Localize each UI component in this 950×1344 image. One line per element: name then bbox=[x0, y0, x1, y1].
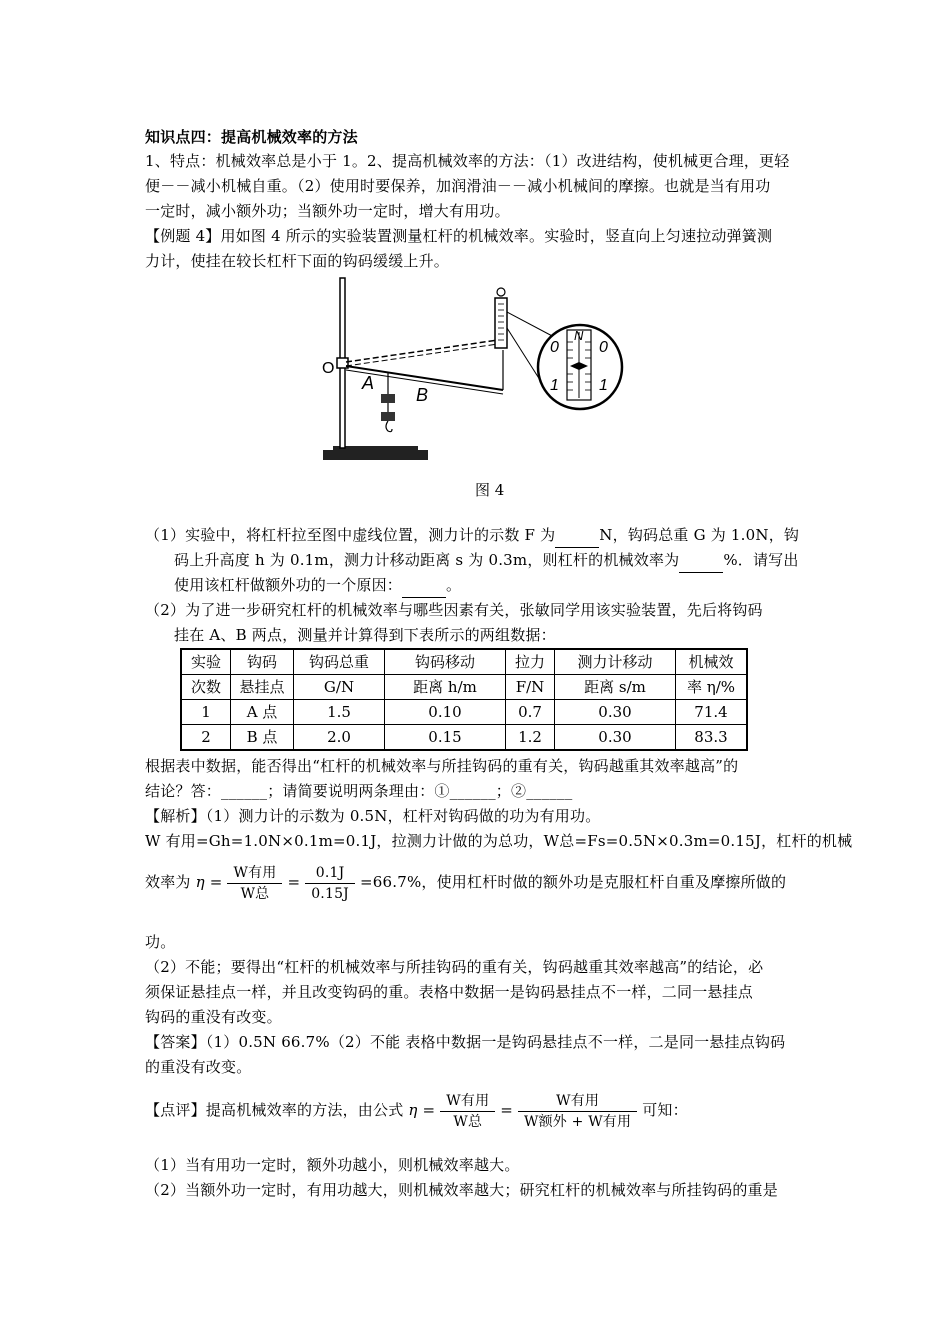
after-table-line-1: 根据表中数据，能否得出“杠杆的机械效率与所挂钩码的重有关，钩码越重其效率越高”的 bbox=[145, 757, 739, 775]
stand-base bbox=[323, 450, 428, 460]
analysis-line-5: （2）不能；要得出“杠杆的机械效率与所挂钩码的重有关，钩码越重其效率越高”的结论，必 bbox=[145, 958, 764, 976]
q1-line-2: 码上升高度 h 为 0.1m，测力计移动距离 s 为 0.3m，则杠杆的机械效率为 %．请写出 bbox=[174, 548, 799, 573]
weight-1 bbox=[381, 394, 395, 403]
label-b: B bbox=[416, 385, 429, 405]
analysis-line-4: 功。 bbox=[145, 933, 176, 951]
intro-line-3: 一定时，减小额外功；当额外功一定时，增大有用功。 bbox=[145, 202, 510, 220]
weight-2 bbox=[381, 412, 395, 421]
dial-unit-label: N bbox=[574, 328, 584, 343]
efficiency-expanded-formula: $\frac{\text{W有用}}{\text{W额外 + W有用}}$ bbox=[518, 1091, 637, 1132]
lever-dashed bbox=[346, 340, 498, 362]
comment-line-1: 【点评】提高机械效率的方法，由公式 η = $\frac{\text{W有用}}{\text{W总}}$ = $\frac{\text{W有用}}{\text{W额外 + W有用}}$ 可知： bbox=[145, 1092, 688, 1130]
answer-line-1: 【答案】（1）0.5N 66.7%（2）不能 表格中数据一是钩码悬挂点不一样，二是同一悬挂点钩码 bbox=[145, 1033, 786, 1051]
example-line-2: 力计，使挂在较长杠杆下面的钩码缓缓上升。 bbox=[145, 252, 450, 270]
analysis-line-7: 钩码的重没有改变。 bbox=[145, 1008, 282, 1026]
blank-efficiency[interactable] bbox=[679, 548, 723, 573]
eta-symbol: η = bbox=[195, 873, 223, 891]
blank-f[interactable] bbox=[555, 523, 599, 548]
analysis-line-6: 须保证悬挂点一样，并且改变钩码的重。表格中数据一是钩码悬挂点不一样，二同一悬挂点 bbox=[145, 983, 754, 1001]
analysis-line-3: 效率为 η = $\frac{\text{W有用}}{\text{W总}}$ = $\frac{0.1J}{0.15J}$ =66.7%，使用杠杆时做的额外功是克服杠杆自重及摩擦所做的 bbox=[145, 864, 787, 902]
label-o: O bbox=[322, 360, 335, 377]
efficiency-formula: $\frac{\text{W有用}}{\text{W总}}$ bbox=[440, 1091, 495, 1132]
magnifier-leader-bottom bbox=[507, 328, 540, 380]
dial-zero-right: 0 bbox=[599, 339, 608, 356]
after-table-line-2: 结论？答：______；请简要说明两条理由：①______；②______ bbox=[145, 782, 573, 800]
magnifier-leader-top bbox=[507, 312, 556, 338]
efficiency-values: $\frac{0.1J}{0.15J}$ bbox=[305, 863, 355, 904]
dial-zero-left: 0 bbox=[550, 339, 559, 356]
label-a: A bbox=[362, 373, 375, 393]
answer-line-2: 的重没有改变。 bbox=[145, 1058, 252, 1076]
q1-line-1: （1）实验中，将杠杆拉至图中虚线位置，测力计的示数 F 为 N，钩码总重 G 为 1.0N，钩 bbox=[145, 523, 799, 548]
lever-apparatus-figure bbox=[318, 270, 638, 470]
q2-line-1: （2）为了进一步研究杠杆的机械效率与哪些因素有关，张敏同学用该实验装置，先后将钩码 bbox=[145, 601, 763, 619]
weight-hook bbox=[386, 421, 392, 432]
comment-line-2: （1）当有用功一定时，额外功越小，则机械效率越大。 bbox=[145, 1156, 520, 1174]
dial-one-right: 1 bbox=[599, 377, 608, 394]
table-row: 1 A 点 1.5 0.10 0.7 0.30 71.4 bbox=[181, 700, 747, 725]
figure-caption: 图 4 bbox=[475, 481, 505, 499]
intro-line-1: 1、特点：机械效率总是小于 1。2、提高机械效率的方法：（1）改进结构，使机械更合理，更轻 bbox=[145, 152, 790, 170]
table-header-row-1: 实验 钩码 钩码总重 钩码移动 拉力 测力计移动 机械效 bbox=[181, 649, 747, 675]
blank-reason[interactable] bbox=[402, 573, 446, 598]
eta-symbol: η = bbox=[408, 1101, 436, 1119]
spring-scale bbox=[495, 298, 507, 348]
q1-line-3: 使用该杠杆做额外功的一个原因： 。 bbox=[174, 573, 461, 598]
comment-line-3: （2）当额外功一定时，有用功越大，则机械效率越大；研究杠杆的机械效率与所挂钩码的重是 bbox=[145, 1181, 778, 1199]
q2-line-2: 挂在 A、B 两点，测量并计算得到下表所示的两组数据： bbox=[174, 626, 556, 644]
section-heading: 知识点四：提高机械效率的方法 bbox=[145, 128, 358, 146]
example-line-1: 【例题 4】用如图 4 所示的实验装置测量杠杆的机械效率。实验时，竖直向上匀速拉动弹簧测 bbox=[145, 227, 773, 245]
data-table bbox=[180, 648, 748, 751]
analysis-line-2: W 有用=Gh=1.0N×0.1m=0.1J，拉测力计做的为总功，W总=Fs=0.5N×0.3m=0.15J，杠杆的机械 bbox=[145, 832, 853, 850]
scale-ring bbox=[497, 288, 505, 296]
table-row: 2 B 点 2.0 0.15 1.2 0.30 83.3 bbox=[181, 725, 747, 751]
efficiency-formula: $\frac{\text{W有用}}{\text{W总}}$ bbox=[227, 863, 282, 904]
table-header-row-2: 次数 悬挂点 G/N 距离 h/m F/N 距离 s/m 率 η/% bbox=[181, 675, 747, 700]
lever-dashed-edge bbox=[346, 344, 498, 366]
intro-line-2: 便－－减小机械自重。（2）使用时要保养，加润滑油－－减小机械间的摩擦。也就是当有用功 bbox=[145, 177, 771, 195]
dial-one-left: 1 bbox=[550, 377, 559, 394]
analysis-line-1: 【解析】（1）测力计的示数为 0.5N，杠杆对钩码做的功为有用功。 bbox=[145, 807, 601, 825]
